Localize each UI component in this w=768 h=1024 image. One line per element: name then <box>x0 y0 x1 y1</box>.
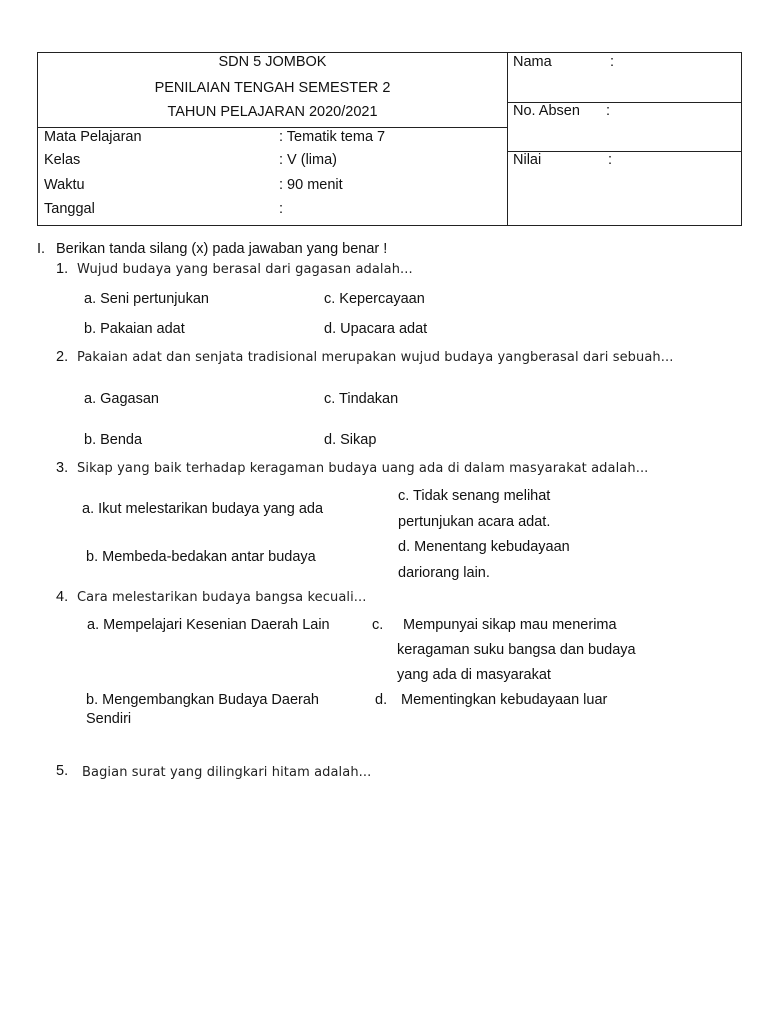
option: a. Gagasan <box>84 391 159 407</box>
side-label-absen: No. Absen <box>513 103 580 119</box>
field-label-subject: Mata Pelajaran <box>44 129 142 145</box>
side-colon-absen: : <box>606 103 611 119</box>
question-number: 4. <box>56 589 69 605</box>
academic-year: TAHUN PELAJARAN 2020/2021 <box>167 104 378 120</box>
option: a. Seni pertunjukan <box>84 291 209 307</box>
option: c. Tindakan <box>324 391 399 407</box>
option: c. Kepercayaan <box>324 291 425 307</box>
option-letter: d. <box>375 692 388 708</box>
option: d. Upacara adat <box>324 321 428 337</box>
option: pertunjukan acara adat. <box>398 514 551 530</box>
option: b. Membeda-bedakan antar budaya <box>86 549 316 565</box>
option: keragaman suku bangsa dan budaya <box>397 642 636 658</box>
option: yang ada di masyarakat <box>397 667 551 683</box>
question-number: 3. <box>56 460 69 476</box>
section-instruction: Berikan tanda silang (x) pada jawaban yang benar ! <box>56 241 388 257</box>
side-label-name: Nama <box>513 54 552 70</box>
option: a. Mempelajari Kesenian Daerah Lain <box>87 617 330 633</box>
field-label-time: Waktu <box>44 177 85 193</box>
school-name: SDN 5 JOMBOK <box>218 54 327 70</box>
option: d. Sikap <box>324 432 377 448</box>
option: dariorang lain. <box>398 565 490 581</box>
question-text: Bagian surat yang dilingkari hitam adalah... <box>82 765 372 780</box>
header-divider-absen <box>507 151 742 152</box>
header-divider-title <box>37 127 508 128</box>
header-box <box>37 52 742 226</box>
field-value-time: : 90 menit <box>279 177 343 193</box>
question-number: 5. <box>56 763 69 779</box>
option: c. Tidak senang melihat <box>398 488 551 504</box>
field-value-class: : V (lima) <box>279 152 337 168</box>
option: Sendiri <box>86 711 132 727</box>
option: Mementingkan kebudayaan luar <box>401 692 608 708</box>
option: b. Pakaian adat <box>84 321 185 337</box>
option: a. Ikut melestarikan budaya yang ada <box>82 501 324 517</box>
option: b. Benda <box>84 432 143 448</box>
field-label-date: Tanggal <box>44 201 95 217</box>
field-value-subject: : Tematik tema 7 <box>279 129 386 145</box>
question-number: 1. <box>56 261 69 277</box>
section-number: I. <box>37 241 46 257</box>
question-text: Cara melestarikan budaya bangsa kecuali... <box>77 590 367 605</box>
field-label-class: Kelas <box>44 152 81 168</box>
side-colon-name: : <box>610 54 615 70</box>
question-number: 2. <box>56 349 69 365</box>
option: b. Mengembangkan Budaya Daerah <box>86 692 319 708</box>
header-divider-vertical <box>507 52 508 226</box>
field-value-date: : <box>279 201 284 217</box>
question-text: Wujud budaya yang berasal dari gagasan adalah... <box>77 262 413 277</box>
side-label-score: Nilai <box>513 152 542 168</box>
exam-title: PENILAIAN TENGAH SEMESTER 2 <box>154 80 391 96</box>
option-letter: c. <box>372 617 384 633</box>
option: Mempunyai sikap mau menerima <box>403 617 617 633</box>
option: d. Menentang kebudayaan <box>398 539 570 555</box>
side-colon-score: : <box>608 152 613 168</box>
question-text: Sikap yang baik terhadap keragaman budaya uang ada di dalam masyarakat adalah... <box>77 461 649 476</box>
question-text: Pakaian adat dan senjata tradisional merupakan wujud budaya yangberasal dari sebuah... <box>77 350 674 365</box>
